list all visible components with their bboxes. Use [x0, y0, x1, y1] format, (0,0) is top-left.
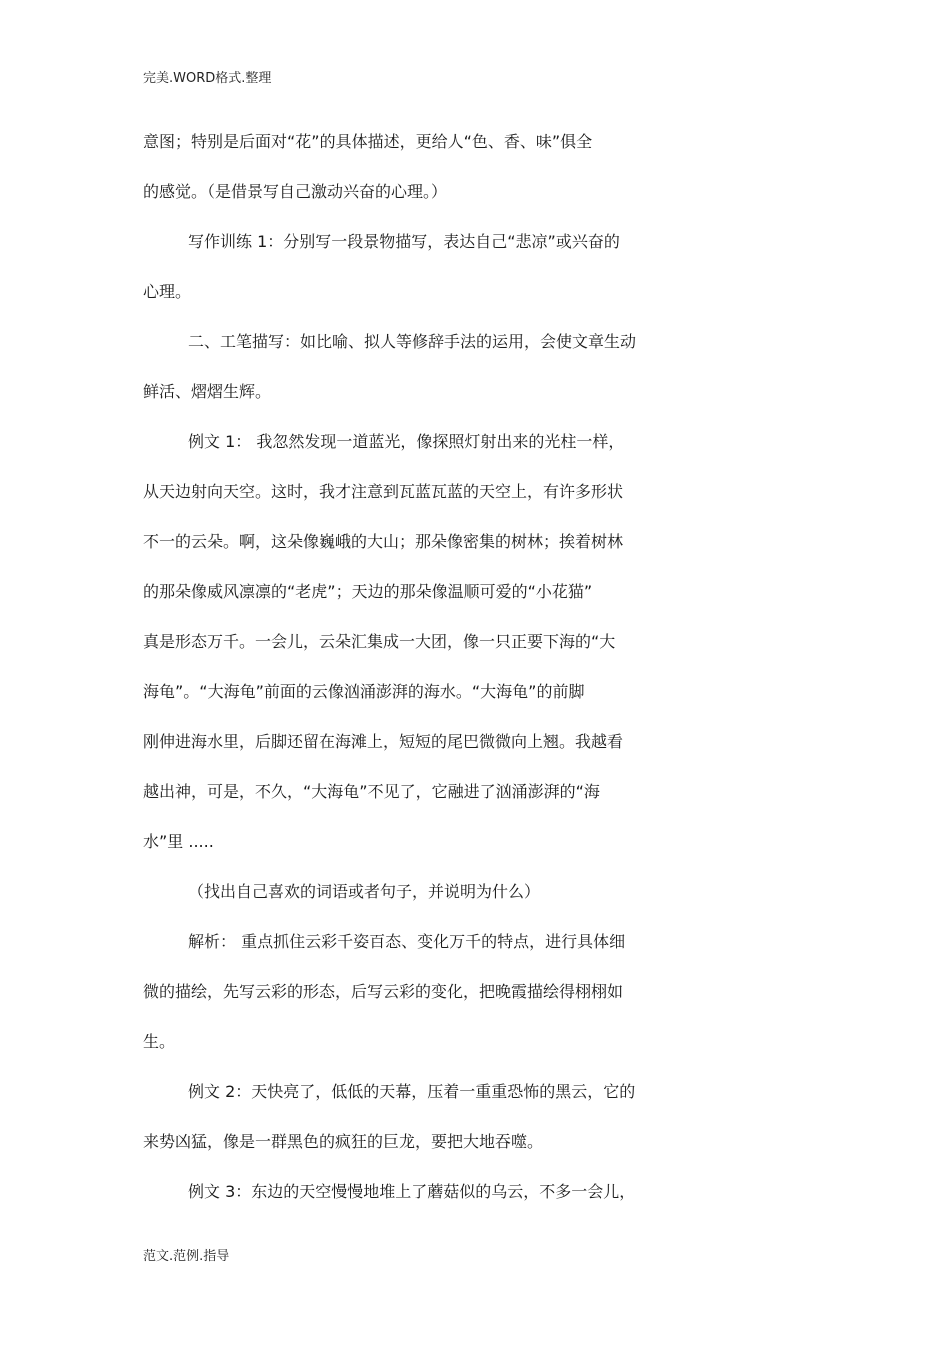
example-label-line: 例文 3：东边的天空慢慢地堆上了蘑菇似的乌云，不多一会儿，: [188, 1182, 636, 1201]
section-heading: 二、工笔描写：如比喻、拟人等修辞手法的运用，会使文章生动: [188, 332, 637, 351]
text-line: 写作训练 1：分别写一段景物描写，表达自己“悲凉”或兴奋的: [188, 232, 620, 251]
text-line: 真是形态万千。一会儿，云朵汇集成一大团，像一只正要下海的“大: [143, 632, 616, 651]
text-line: 不一的云朵。啊，这朵像巍峨的大山；那朵像密集的树林；挨着树林: [143, 532, 624, 551]
page-footer: 范文.范例.指导: [143, 1249, 230, 1264]
text-line: 刚伸进海水里，后脚还留在海滩上，短短的尾巴微微向上翘。我越看: [143, 732, 624, 751]
text-line: 来势凶猛，像是一群黑色的疯狂的巨龙，要把大地吞噬。: [143, 1132, 544, 1151]
text-line: 的那朵像威风凛凛的“老虎”；天边的那朵像温顺可爱的“小花猫”: [143, 582, 593, 601]
instruction-line: （找出自己喜欢的词语或者句子，并说明为什么）: [188, 882, 541, 901]
text-line: 鲜活、熠熠生辉。: [143, 382, 272, 401]
text-line: 越出神，可是，不久，“大海龟”不见了，它融进了汹涌澎湃的“海: [143, 782, 600, 801]
text-line: 心理。: [143, 282, 192, 301]
text-line: 生。: [143, 1032, 176, 1051]
analysis-line: 解析： 重点抓住云彩千姿百态、变化万千的特点，进行具体细: [188, 932, 626, 951]
text-line: 意图；特别是后面对“花”的具体描述，更给人“色、香、味”俱全: [143, 132, 593, 151]
text-line: 海龟”。“大海龟”前面的云像汹涌澎湃的海水。“大海龟”的前脚: [143, 682, 585, 701]
text-line: 的感觉。（是借景写自己激动兴奋的心理。）: [143, 182, 448, 201]
document-body: [143, 117, 793, 1217]
example-label-line: 例文 2：天快亮了，低低的天幕，压着一重重恐怖的黑云，它的: [188, 1082, 636, 1101]
page-header: 完美.WORD格式.整理: [143, 71, 272, 86]
text-line: 水”里 .....: [143, 832, 214, 851]
text-line: 微的描绘，先写云彩的形态，后写云彩的变化，把晚霞描绘得栩栩如: [143, 982, 624, 1001]
example-label-line: 例文 1： 我忽然发现一道蓝光，像探照灯射出来的光柱一样，: [188, 432, 625, 451]
text-line: 从天边射向天空。这时，我才注意到瓦蓝瓦蓝的天空上，有许多形状: [143, 482, 624, 501]
